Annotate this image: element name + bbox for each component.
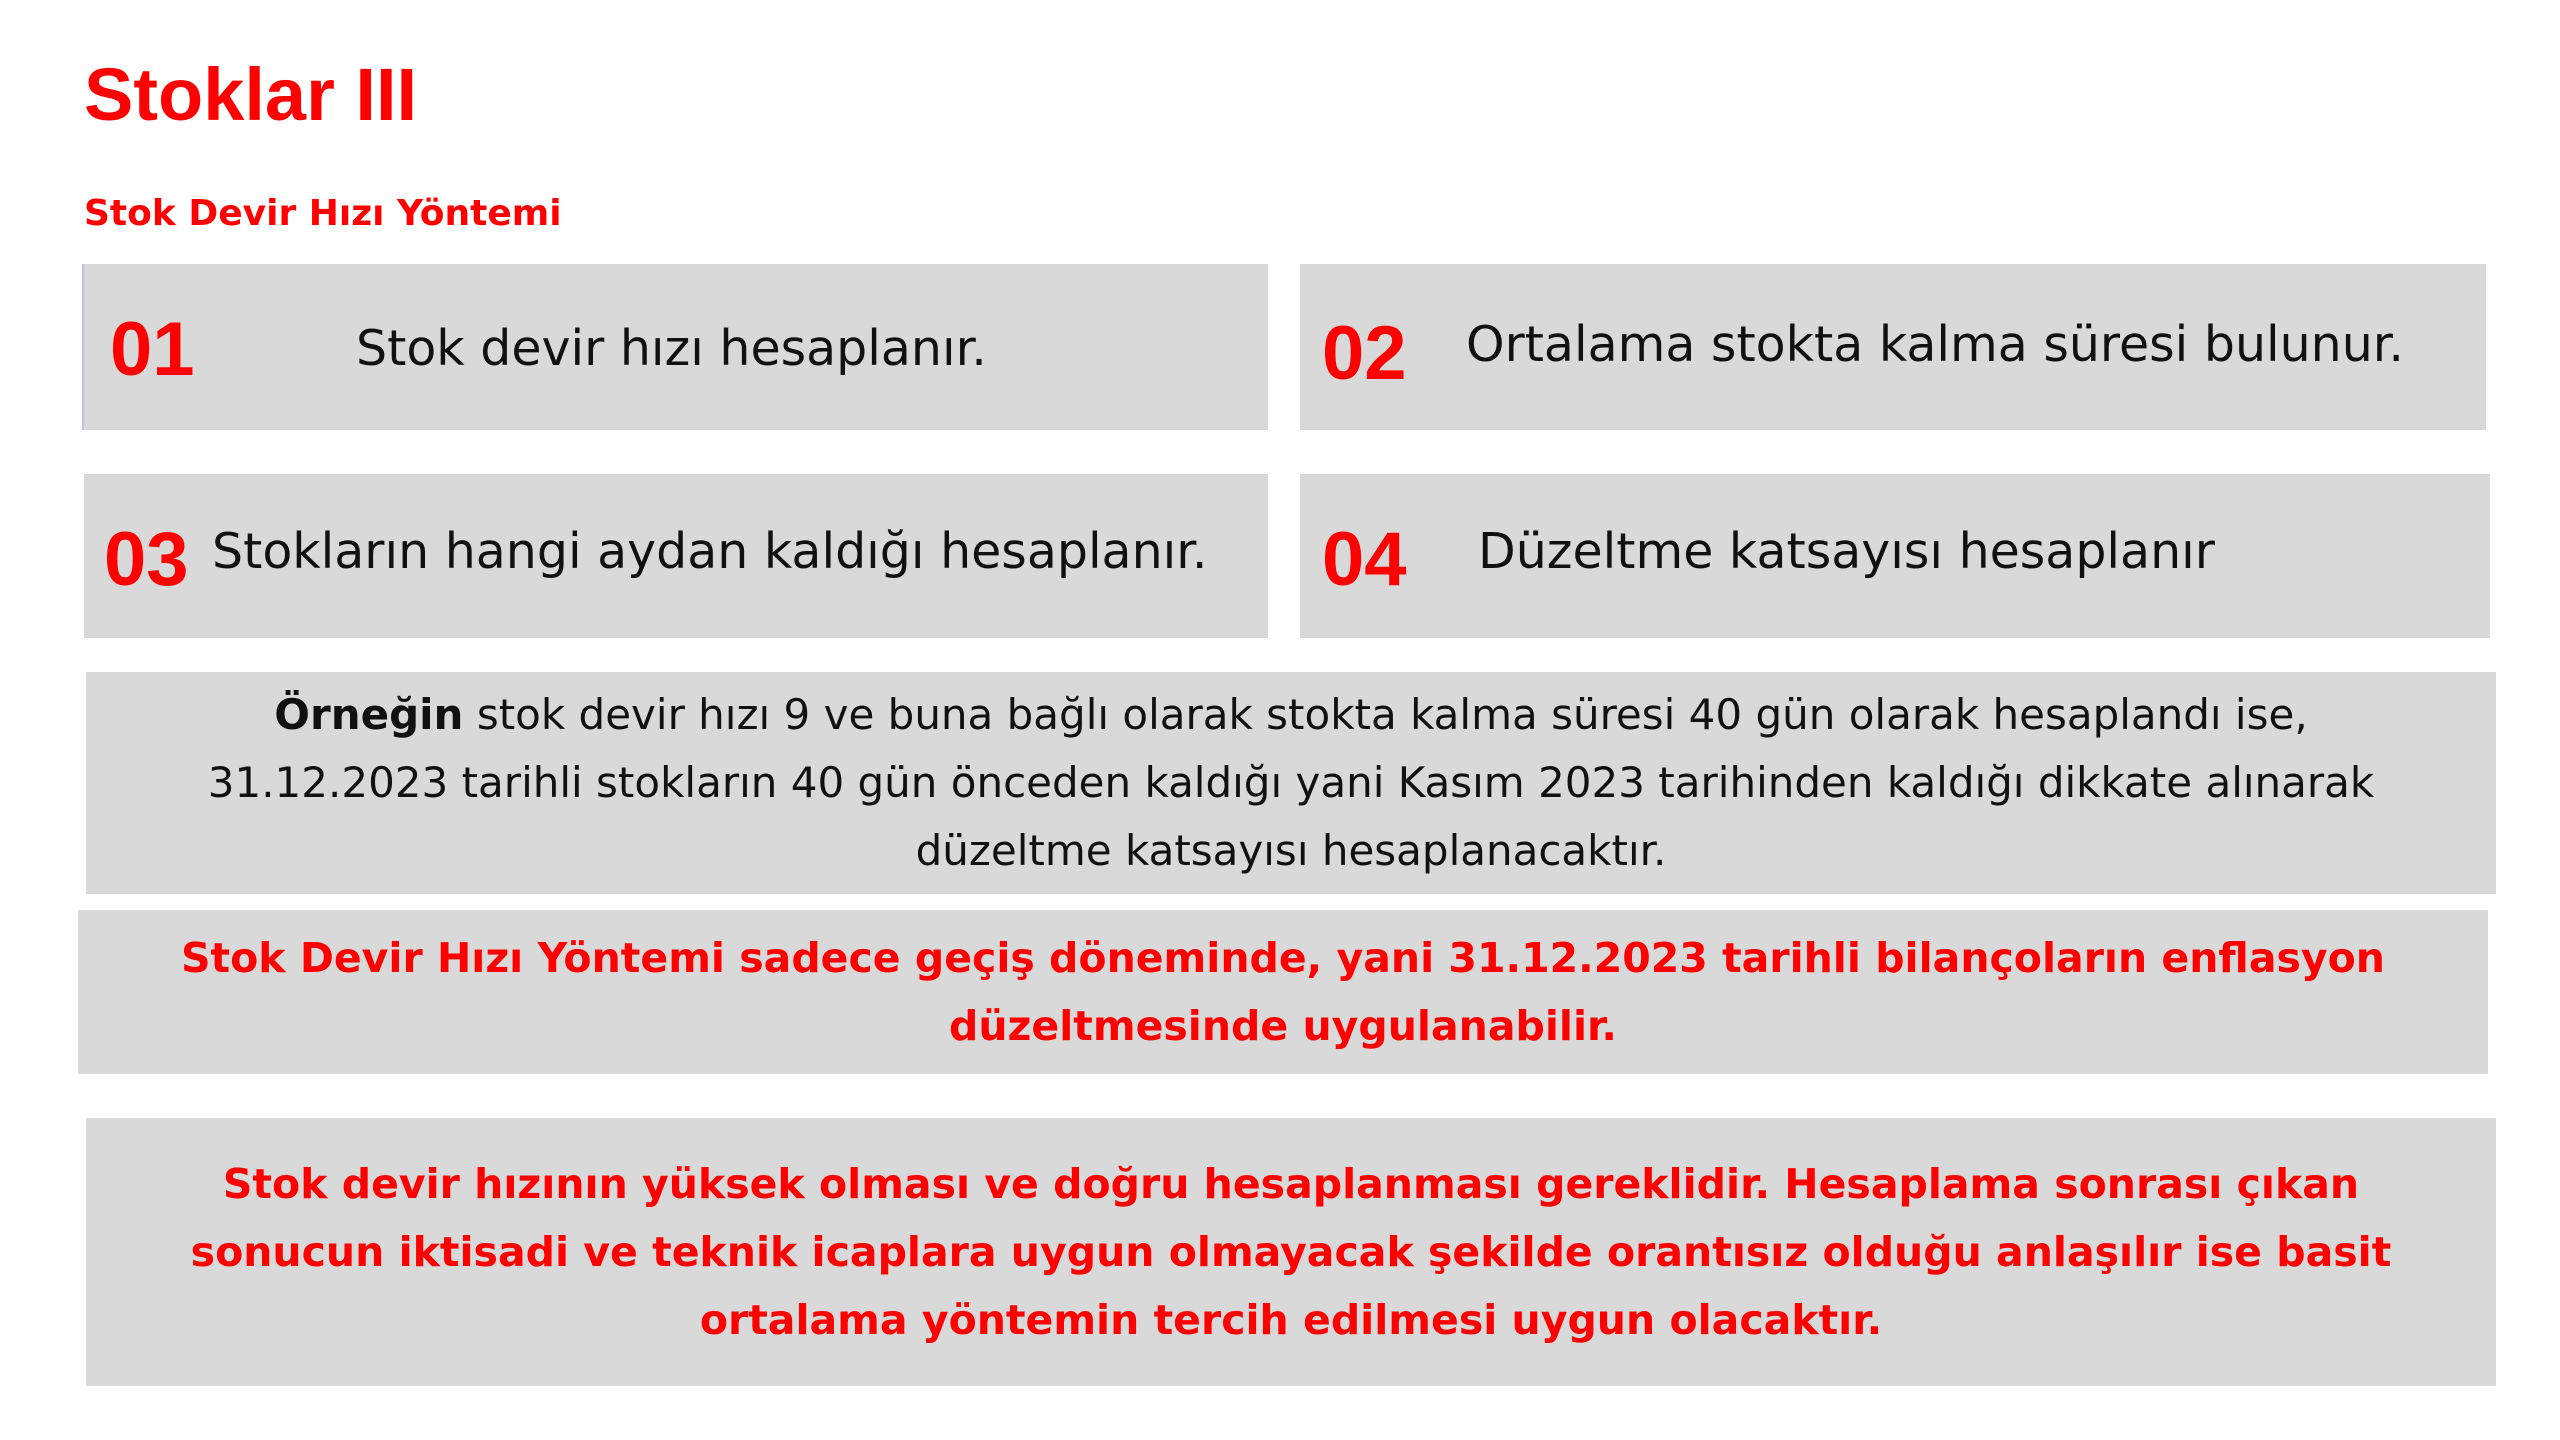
note-box-transition — [78, 910, 2488, 1074]
step-card-02 — [1300, 264, 2486, 430]
step-number: 04 — [1322, 517, 1407, 602]
example-text — [196, 681, 2386, 885]
step-number: 01 — [110, 307, 195, 392]
step-card-01 — [82, 264, 1268, 430]
step-text: Stokların hangi aydan kaldığı hesaplanır. — [212, 523, 1208, 580]
example-box — [86, 672, 2496, 894]
note-box-warning — [86, 1118, 2496, 1386]
step-text: Ortalama stokta kalma süresi bulunur. — [1466, 316, 2405, 373]
step-number: 03 — [104, 517, 189, 602]
example-lead: Örneğin — [274, 690, 464, 739]
example-body: stok devir hızı 9 ve buna bağlı olarak stokta kalma süresi 40 gün olarak hesaplandı ise, 31.12.2023 tarihli stokların 40 gün önceden kaldığı yani Kasım 2023 tarihinden kaldığı dikkate alınarak düzeltme katsayısı hesaplanacaktır. — [207, 690, 2375, 875]
note-text-transition: Stok Devir Hızı Yöntemi sadece geçiş döneminde, yani 31.12.2023 tarihli bilançoların enflasyon düzeltmesinde uygulanabilir. — [181, 934, 2385, 1050]
step-number: 02 — [1322, 311, 1407, 396]
note-text-warning: Stok devir hızının yüksek olması ve doğru hesaplanması gereklidir. Hesaplama sonrası çıkan sonucun iktisadi ve teknik icaplara uygun olmayacak şekilde orantısız olduğu anlaşılır ise basit ortalama yöntemin tercih edilmesi uygun olacaktır. — [190, 1160, 2392, 1344]
step-card-04 — [1300, 474, 2490, 638]
page-subtitle: Stok Devir Hızı Yöntemi — [84, 193, 562, 234]
step-text: Düzeltme katsayısı hesaplanır — [1478, 523, 2215, 580]
page-title: Stoklar III — [84, 53, 418, 136]
step-text: Stok devir hızı hesaplanır. — [356, 320, 987, 377]
step-card-03 — [84, 474, 1268, 638]
